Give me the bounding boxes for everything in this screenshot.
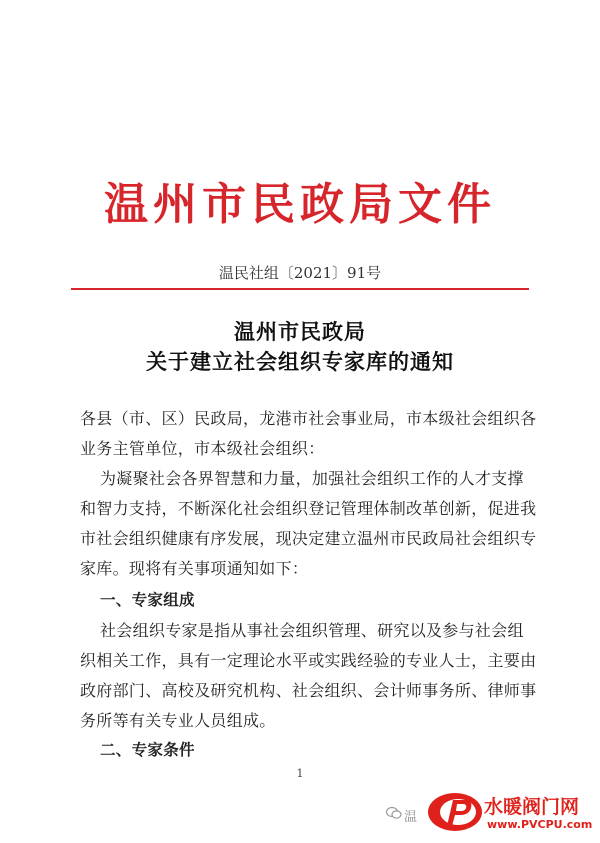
red-divider [71, 288, 529, 290]
document-number: 温民社组〔2021〕91号 [218, 264, 382, 282]
paragraph-line: 社会组织专家是指从事社会组织管理、研究以及参与社会组 [100, 621, 524, 640]
page-number: 1 [296, 767, 304, 780]
paragraph-line: 政府部门、高校及研究机构、社会组织、会计师事务所、律师事 [80, 681, 537, 700]
p-logo-icon [425, 790, 485, 835]
watermark-url: www.PVCPU.com [487, 818, 593, 831]
paragraph-line: 和智力支持，不断深化社会组织登记管理体制改革创新，促进我 [80, 499, 537, 518]
paragraph-line: 为凝聚社会各界智慧和力量，加强社会组织工作的人才支撑 [100, 469, 524, 488]
notice-title-line2: 关于建立社会组织专家库的通知 [146, 349, 454, 374]
agency-title: 温州市民政局文件 [104, 179, 496, 230]
recipients-line-2: 业务主管单位，市本级社会组织： [80, 439, 325, 458]
watermark-brand: 水暖阀门网 [484, 796, 580, 818]
paragraph-line: 织相关工作，具有一定理论水平或实践经验的专业人士，主要由 [80, 651, 537, 670]
notice-title-line1: 温州市民政局 [234, 319, 366, 344]
paragraph-line: 家库。现将有关事项通知如下： [80, 559, 309, 578]
paragraph-line: 市社会组织健康有序发展，现决定建立温州市民政局社会组织专 [80, 529, 537, 548]
paragraph-line: 务所等有关专业人员组成。 [80, 711, 276, 730]
wechat-icon [386, 806, 402, 824]
section-heading-2: 二、专家条件 [100, 741, 195, 759]
watermark-account-text: 温 [404, 810, 418, 825]
recipients-line-1: 各县（市、区）民政局，龙港市社会事业局，市本级社会组织各 [80, 409, 537, 428]
section-heading-1: 一、专家组成 [100, 591, 195, 609]
